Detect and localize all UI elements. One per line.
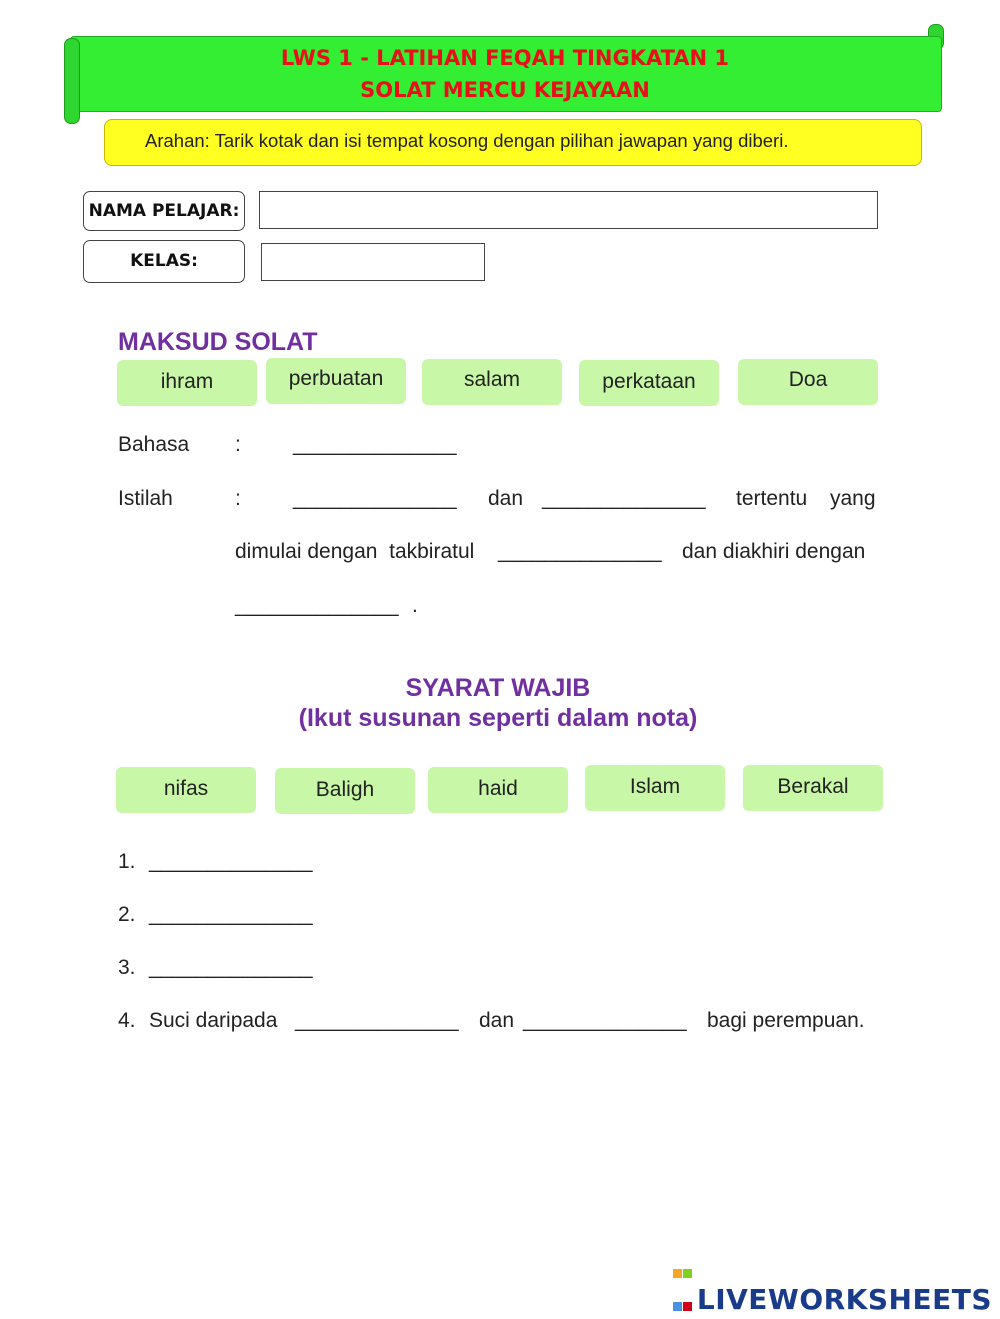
item-number: 2.	[118, 903, 136, 926]
answer-blank[interactable]: ______________	[235, 594, 399, 617]
item-number: 1.	[118, 850, 136, 873]
answer-blank[interactable]: ______________	[149, 850, 313, 873]
answer-blank[interactable]: ______________	[295, 1009, 459, 1032]
bahasa-label: Bahasa	[118, 433, 190, 456]
answer-blank[interactable]: ______________	[542, 487, 706, 510]
option-chip[interactable]: Doa	[738, 359, 878, 405]
name-label: NAMA PELAJAR:	[83, 191, 245, 231]
option-chip[interactable]: salam	[422, 359, 562, 405]
option-chip[interactable]: nifas	[116, 767, 256, 813]
liveworksheets-logo-icon	[673, 1253, 693, 1319]
section-syarat-wajib-subtitle: (Ikut susunan seperti dalam nota)	[298, 704, 698, 732]
text-diakhiri: dan diakhiri dengan	[682, 540, 866, 563]
text-period: .	[412, 594, 418, 617]
worksheet-title: LWS 1 - LATIHAN FEQAH TINGKATAN 1	[280, 46, 730, 70]
instruction-box: Arahan: Tarik kotak dan isi tempat kosong dengan pilihan jawapan yang diberi.	[104, 119, 922, 166]
worksheet-subtitle: SOLAT MERCU KEJAYAAN	[360, 78, 650, 102]
section-maksud-solat-title: MAKSUD SOLAT	[118, 328, 318, 356]
answer-blank[interactable]: ______________	[149, 956, 313, 979]
name-input[interactable]	[259, 191, 878, 229]
liveworksheets-logo[interactable]	[673, 1253, 992, 1319]
answer-blank[interactable]: ______________	[293, 487, 457, 510]
option-chip[interactable]: ihram	[117, 360, 257, 406]
text-dimulai: dimulai dengan takbiratul	[235, 540, 475, 563]
answer-blank[interactable]: ______________	[149, 903, 313, 926]
text-bagi-perempuan: bagi perempuan.	[707, 1009, 865, 1032]
logo-text: LIVEWORKSHEETS	[696, 1283, 992, 1316]
text-suci-daripada: Suci daripada	[149, 1009, 278, 1032]
section-syarat-wajib-title: SYARAT WAJIB	[405, 674, 591, 702]
option-chip[interactable]: perkataan	[579, 360, 719, 406]
text-yang: yang	[830, 487, 876, 510]
colon: :	[235, 487, 241, 510]
class-input[interactable]	[261, 243, 485, 281]
item-number: 4.	[118, 1009, 136, 1032]
text-dan: dan	[479, 1009, 515, 1032]
answer-blank[interactable]: ______________	[293, 433, 457, 456]
text-tertentu: tertentu	[736, 487, 808, 510]
option-chip[interactable]: perbuatan	[266, 358, 406, 404]
option-chip[interactable]: Islam	[585, 765, 725, 811]
istilah-label: Istilah	[118, 487, 173, 510]
class-label: KELAS:	[83, 240, 245, 283]
answer-blank[interactable]: ______________	[498, 540, 662, 563]
colon: :	[235, 433, 241, 456]
text-dan: dan	[488, 487, 524, 510]
answer-blank[interactable]: ______________	[523, 1009, 687, 1032]
option-chip[interactable]: Berakal	[743, 765, 883, 811]
item-number: 3.	[118, 956, 136, 979]
option-chip[interactable]: Baligh	[275, 768, 415, 814]
option-chip[interactable]: haid	[428, 767, 568, 813]
